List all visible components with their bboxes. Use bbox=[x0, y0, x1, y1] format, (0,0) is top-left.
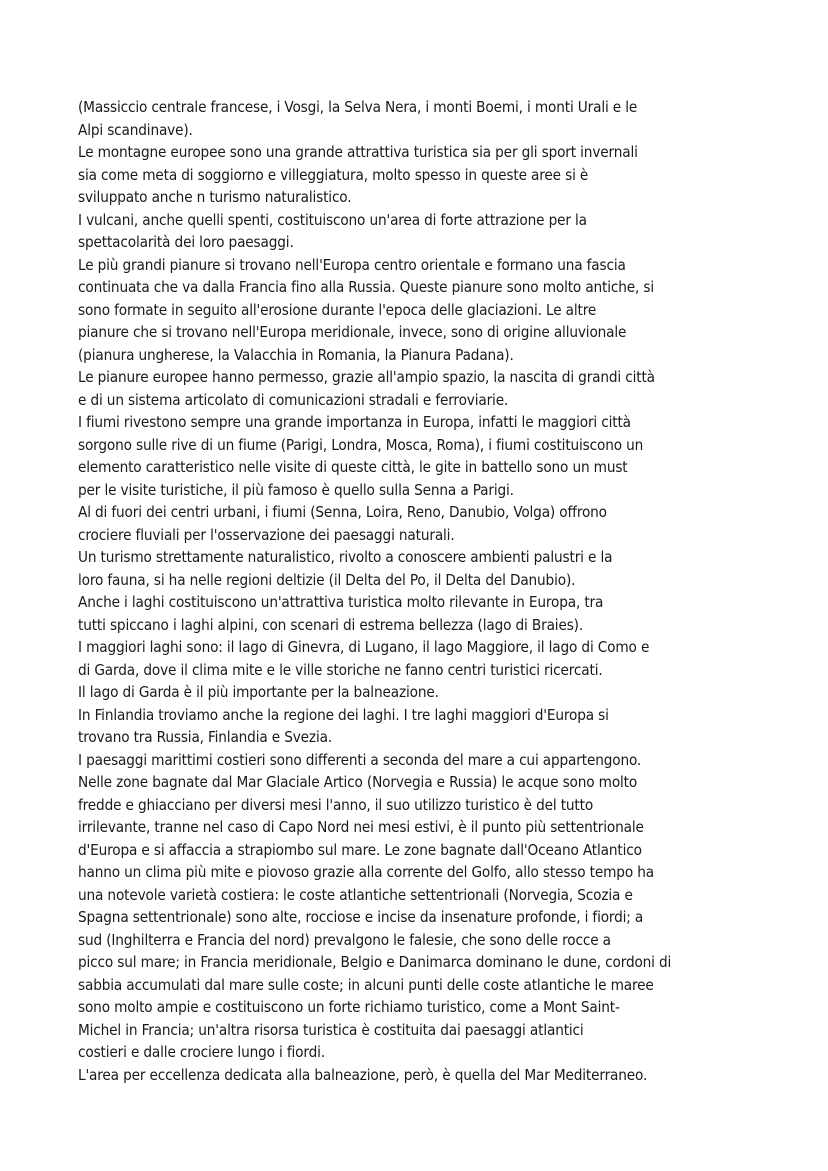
text-line: Michel in Francia; un'altra risorsa turistica è costituita dai paesaggi atlantici bbox=[78, 1020, 584, 1039]
text-line: sud (Inghilterra e Francia del nord) prevalgono le falesie, che sono delle rocce a bbox=[78, 930, 611, 949]
text-line: e di un sistema articolato di comunicazioni stradali e ferroviarie. bbox=[78, 390, 509, 409]
text-line: loro fauna, si ha nelle regioni deltizie (il Delta del Po, il Delta del Danubio). bbox=[78, 570, 576, 589]
text-line: pianure che si trovano nell'Europa meridionale, invece, sono di origine alluvionale bbox=[78, 323, 627, 341]
text-line: Il lago di Garda è il più importante per la balneazione. bbox=[78, 683, 439, 701]
text-line: I fiumi rivestono sempre una grande importanza in Europa, infatti le maggiori città bbox=[78, 413, 631, 431]
text-line: Spagna settentrionale) sono alte, rocciose e incise da insenature profonde, i fiordi; a bbox=[78, 908, 644, 926]
text-line: spettacolarità dei loro paesaggi. bbox=[78, 233, 294, 251]
text-line: fredde e ghiacciano per diversi mesi l'anno, il suo utilizzo turistico è del tutto bbox=[78, 795, 594, 814]
text-line: d'Europa e si affaccia a strapiombo sul mare. Le zone bagnate dall'Oceano Atlantico bbox=[78, 840, 642, 859]
text-line: (Massiccio centrale francese, i Vosgi, la Selva Nera, i monti Boemi, i monti Urali e le bbox=[78, 98, 638, 116]
text-line: I vulcani, anche quelli spenti, costituiscono un'area di forte attrazione per la bbox=[78, 210, 587, 229]
text-line: In Finlandia troviamo anche la regione dei laghi. I tre laghi maggiori d'Europa si bbox=[78, 705, 609, 724]
text-line: tutti spiccano i laghi alpini, con scenari di estrema bellezza (lago di Braies). bbox=[78, 615, 584, 634]
text-line: irrilevante, tranne nel caso di Capo Nord nei mesi estivi, è il punto più settentrionale bbox=[78, 818, 644, 836]
text-line: sviluppato anche n turismo naturalistico. bbox=[78, 188, 352, 206]
text-line: Alpi scandinave). bbox=[78, 120, 193, 139]
text-line: L'area per eccellenza dedicata alla balneazione, però, è quella del Mar Mediterraneo. bbox=[78, 1065, 648, 1084]
text-line: per le visite turistiche, il più famoso è quello sulla Senna a Parigi. bbox=[78, 480, 514, 499]
text-line: Le pianure europee hanno permesso, grazie all'ampio spazio, la nascita di grandi città bbox=[78, 368, 655, 386]
text-line: trovano tra Russia, Finlandia e Svezia. bbox=[78, 728, 333, 746]
text-line: hanno un clima più mite e piovoso grazie alla corrente del Golfo, allo stesso tempo ha bbox=[78, 863, 654, 881]
text-line: Al di fuori dei centri urbani, i fiumi (Senna, Loira, Reno, Danubio, Volga) offrono bbox=[78, 503, 607, 521]
text-line: sabbia accumulati dal mare sulle coste; in alcuni punti delle coste atlantiche le maree bbox=[78, 975, 654, 994]
handwritten-notes-text bbox=[78, 96, 758, 1086]
text-line: sono molto ampie e costituiscono un forte richiamo turistico, come a Mont Saint- bbox=[78, 998, 620, 1016]
text-line: sorgono sulle rive di un fiume (Parigi, Londra, Mosca, Roma), i fiumi costituiscono un bbox=[78, 435, 644, 454]
text-line: costieri e dalle crociere lungo i fiordi. bbox=[78, 1043, 325, 1061]
text-line: Anche i laghi costituiscono un'attrattiva turistica molto rilevante in Europa, tra bbox=[78, 593, 604, 611]
text-line: elemento caratteristico nelle visite di queste città, le gite in battello sono un must bbox=[78, 458, 628, 476]
text-line: sono formate in seguito all'erosione durante l'epoca delle glaciazioni. Le altre bbox=[78, 300, 597, 319]
text-line: Nelle zone bagnate dal Mar Glaciale Artico (Norvegia e Russia) le acque sono molto bbox=[78, 773, 638, 791]
text-line: sia come meta di soggiorno e villeggiatura, molto spesso in queste aree si è bbox=[78, 165, 589, 184]
text-line: picco sul mare; in Francia meridionale, Belgio e Danimarca dominano le dune, cordoni di bbox=[78, 953, 672, 971]
text-line: I maggiori laghi sono: il lago di Ginevra, di Lugano, il lago Maggiore, il lago di Como e bbox=[78, 638, 650, 656]
text-line: Un turismo strettamente naturalistico, rivolto a conoscere ambienti palustri e la bbox=[78, 548, 613, 566]
text-line: Le più grandi pianure si trovano nell'Europa centro orientale e formano una fascia bbox=[78, 255, 626, 274]
text-line: crociere fluviali per l'osservazione dei paesaggi naturali. bbox=[78, 525, 455, 544]
text-line: I paesaggi marittimi costieri sono differenti a seconda del mare a cui appartengono. bbox=[78, 750, 642, 769]
text-line: di Garda, dove il clima mite e le ville storiche ne fanno centri turistici ricercati. bbox=[78, 660, 603, 679]
text-line: una notevole varietà costiera: le coste atlantiche settentrionali (Norvegia, Scozia e bbox=[78, 885, 633, 904]
text-line: Le montagne europee sono una grande attrattiva turistica sia per gli sport invernali bbox=[78, 143, 638, 161]
text-line: continuata che va dalla Francia fino alla Russia. Queste pianure sono molto antiche, si bbox=[78, 278, 655, 296]
text-line: (pianura ungherese, la Valacchia in Romania, la Pianura Padana). bbox=[78, 345, 514, 364]
